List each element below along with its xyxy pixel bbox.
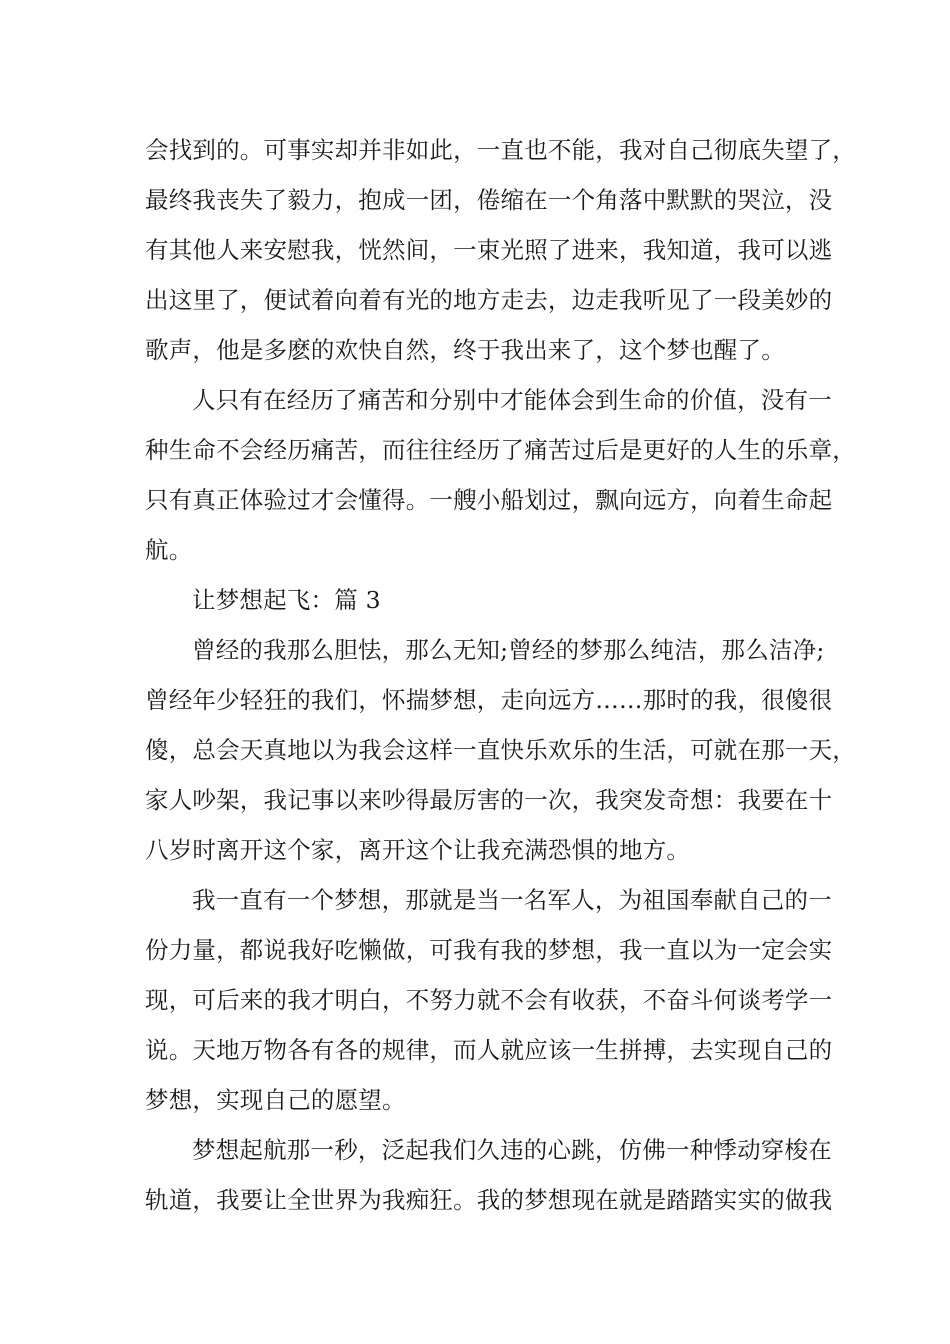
text-line: 最终我丧失了毅力，抱成一团，倦缩在一个角落中默默的哭泣，没	[145, 186, 833, 214]
text-line: 份力量，都说我好吃懒做，可我有我的梦想，我一直以为一定会实	[145, 936, 833, 964]
text-line: 航。	[145, 536, 193, 564]
text-line: 傻，总会天真地以为我会这样一直快乐欢乐的生活，可就在那一天，	[145, 736, 856, 764]
document-body	[145, 125, 856, 1225]
paragraph-first-line: 人只有在经历了痛苦和分别中才能体会到生命的价值，没有一	[192, 386, 832, 414]
text-line: 家人吵架，我记事以来吵得最厉害的一次，我突发奇想：我要在十	[145, 786, 833, 814]
paragraph-first-line: 梦想起航那一秒，泛起我们久违的心跳，仿佛一种悸动穿梭在	[192, 1136, 832, 1164]
text-line: 会找到的。可事实却并非如此，一直也不能，我对自己彻底失望了，	[145, 136, 856, 164]
text-line: 曾经年少轻狂的我们，怀揣梦想，走向远方……那时的我，很傻很	[145, 686, 833, 714]
text-line: 出这里了，便试着向着有光的地方走去，边走我听见了一段美妙的	[145, 286, 833, 314]
text-line: 轨道，我要让全世界为我痴狂。我的梦想现在就是踏踏实实的做我	[145, 1186, 833, 1214]
text-line: 梦想，实现自己的愿望。	[145, 1086, 406, 1114]
text-line: 八岁时离开这个家，离开这个让我充满恐惧的地方。	[145, 836, 691, 864]
text-line: 只有真正体验过才会懂得。一艘小船划过，飘向远方，向着生命起	[145, 486, 833, 514]
section-heading: 让梦想起飞：篇 3	[192, 586, 381, 614]
text-line: 种生命不会经历痛苦，而往往经历了痛苦过后是更好的人生的乐章，	[145, 436, 856, 464]
text-line: 说。天地万物各有各的规律，而人就应该一生拼搏，去实现自己的	[145, 1036, 833, 1064]
text-line: 现，可后来的我才明白，不努力就不会有收获，不奋斗何谈考学一	[145, 986, 833, 1014]
text-line: 歌声，他是多麽的欢快自然，终于我出来了，这个梦也醒了。	[145, 336, 785, 364]
paragraph-first-line: 曾经的我那么胆怯，那么无知;曾经的梦那么纯洁，那么洁净;	[192, 636, 825, 664]
paragraph-first-line: 我一直有一个梦想，那就是当一名军人，为祖国奉献自己的一	[192, 886, 832, 914]
text-line: 有其他人来安慰我，恍然间，一束光照了进来，我知道，我可以逃	[145, 236, 833, 264]
